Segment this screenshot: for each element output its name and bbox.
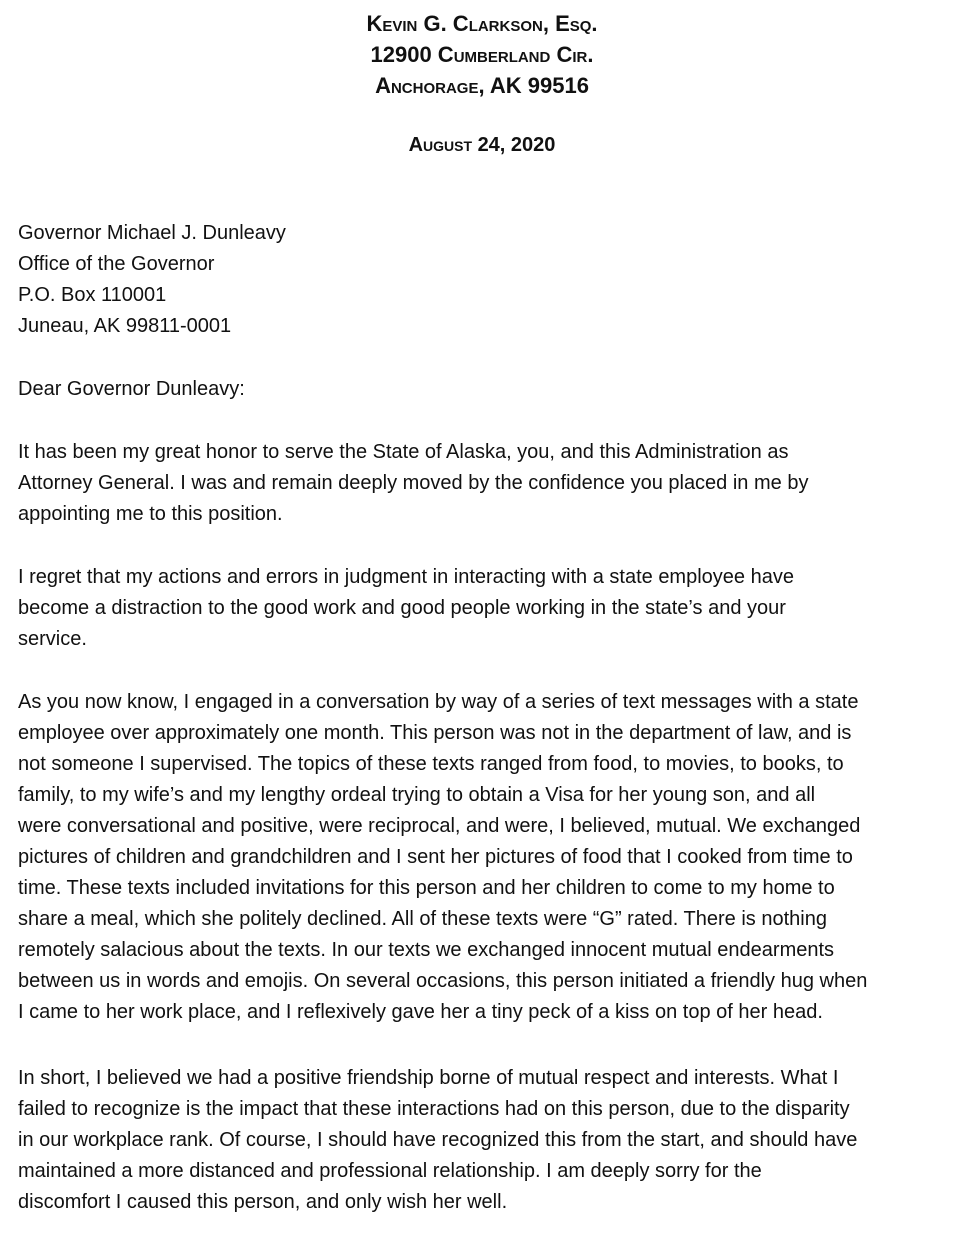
paragraph-line: between us in words and emojis. On several occasions, this person initiated a friendly hug when [18, 970, 868, 992]
sender-street: 12900 Cumberland Cir. [370, 42, 594, 67]
letter-date: August 24, 2020 [408, 134, 556, 156]
sender-name: Kevin G. Clarkson, Esq. [366, 11, 598, 36]
sender-city-state-zip: Anchorage, AK 99516 [375, 73, 589, 98]
paragraph-line: remotely salacious about the texts. In our texts we exchanged innocent mutual endearments [18, 939, 835, 961]
paragraph-line: As you now know, I engaged in a conversation by way of a series of text messages with a state [18, 691, 859, 713]
salutation: Dear Governor Dunleavy: [18, 378, 245, 400]
body-paragraph [18, 1063, 948, 1218]
body-paragraph [18, 562, 948, 655]
paragraph-line: share a meal, which she politely declined. All of these texts were “G” rated. There is nothing [18, 908, 827, 930]
paragraph-line: in our workplace rank. Of course, I should have recognized this from the start, and should have [18, 1129, 858, 1151]
paragraph-line: maintained a more distanced and professional relationship. I am deeply sorry for the [18, 1160, 762, 1182]
paragraph-line: It has been my great honor to serve the State of Alaska, you, and this Administration as [18, 441, 789, 463]
paragraph-line: employee over approximately one month. This person was not in the department of law, and is [18, 722, 852, 744]
letterhead [0, 8, 964, 101]
paragraph-line: In short, I believed we had a positive friendship borne of mutual respect and interests. What I [18, 1067, 839, 1089]
paragraph-line: I came to her work place, and I reflexively gave her a tiny peck of a kiss on top of her head. [18, 1001, 823, 1023]
paragraph-line: appointing me to this position. [18, 503, 283, 525]
paragraph-line: I regret that my actions and errors in judgment in interacting with a state employee have [18, 566, 794, 588]
paragraph-line: not someone I supervised. The topics of these texts ranged from food, to movies, to books, to [18, 753, 844, 775]
paragraph-line: service. [18, 628, 87, 650]
paragraph-line: were conversational and positive, were reciprocal, and were, I believed, mutual. We exchanged [18, 815, 861, 837]
body-paragraph [18, 687, 948, 1028]
paragraph-line: become a distraction to the good work and good people working in the state’s and your [18, 597, 786, 619]
paragraph-line: discomfort I caused this person, and only wish her well. [18, 1191, 508, 1213]
recipient-address [18, 218, 286, 342]
recipient-po-box: P.O. Box 110001 [18, 284, 167, 306]
paragraph-line: Attorney General. I was and remain deeply moved by the confidence you placed in me by [18, 472, 809, 494]
recipient-name: Governor Michael J. Dunleavy [18, 222, 286, 244]
body-paragraph [18, 437, 948, 530]
paragraph-line: family, to my wife’s and my lengthy ordeal trying to obtain a Visa for her young son, and all [18, 784, 816, 806]
recipient-city-state-zip: Juneau, AK 99811-0001 [18, 315, 232, 337]
recipient-office: Office of the Governor [18, 253, 215, 275]
paragraph-line: failed to recognize is the impact that these interactions had on this person, due to the disparity [18, 1098, 850, 1120]
paragraph-line: pictures of children and grandchildren and I sent her pictures of food that I cooked from time to [18, 846, 853, 868]
paragraph-line: time. These texts included invitations for this person and her children to come to my home to [18, 877, 835, 899]
